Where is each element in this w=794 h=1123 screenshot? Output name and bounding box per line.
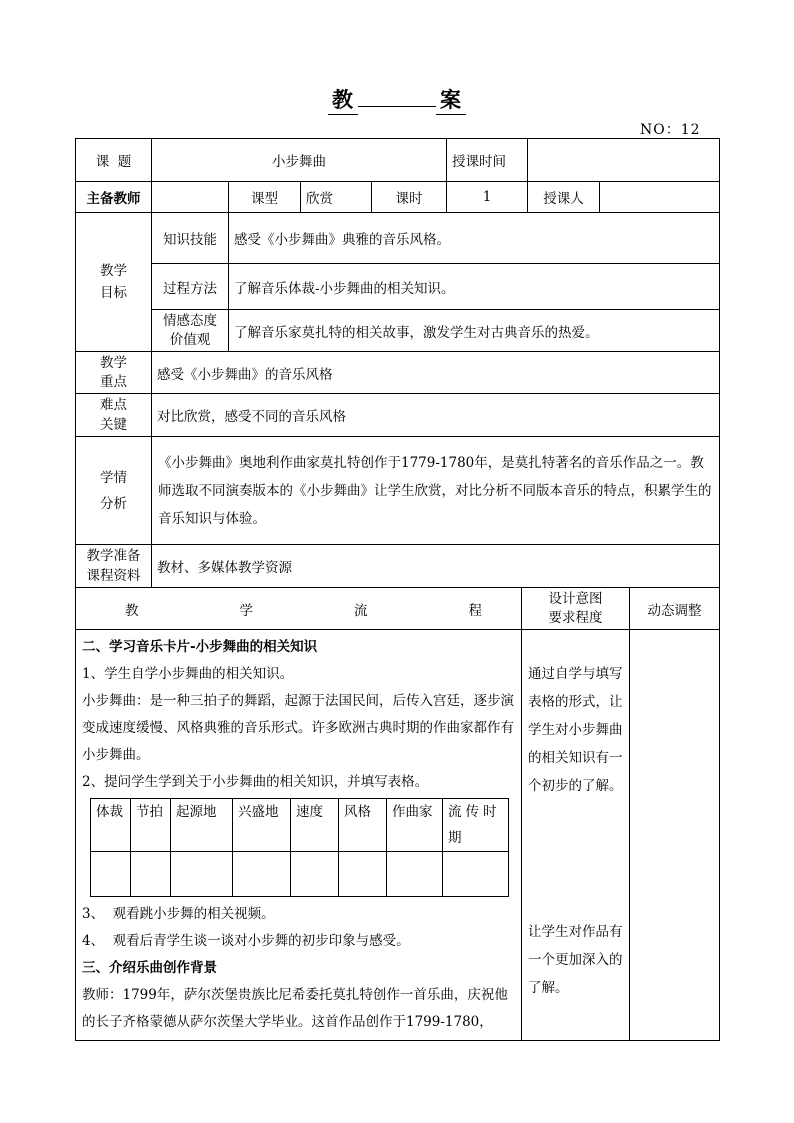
lecturer-value (600, 182, 720, 213)
design-note-2: 让学生对作品有一个更加深入的了解。 (528, 924, 623, 996)
topic-value: 小步舞曲 (152, 139, 447, 182)
design-note-1: 通过自学与填写表格的形式，让学生对小步舞曲的相关知识有一个初步的了解。 (528, 666, 623, 794)
objectives-label (76, 213, 152, 352)
knowledge-cell[interactable] (131, 852, 171, 897)
knowledge-header-composer: 作曲家 (387, 799, 443, 852)
objectives-label-text: 教学目标 (100, 263, 127, 301)
hours-label: 课时 (372, 182, 447, 213)
knowledge-header-genre-text: 体裁 (96, 804, 123, 820)
knowledge-cell[interactable] (171, 852, 233, 897)
objective-text-knowledge: 感受《小步舞曲》典雅的音乐风格。 (229, 213, 720, 264)
analysis-text: 《小步舞曲》奥地利作曲家莫扎特创作于1779-1780年，是莫扎特著名的音乐作品之一。教师选取不同演奏版本的《小步舞曲》让学生欣赏，对比分析不同版本音乐的特点，积累学生的音乐知识与体验。 (152, 437, 720, 545)
analysis-label-text: 学情分析 (100, 469, 127, 512)
page-title (0, 84, 794, 115)
prep-text: 教材、多媒体教学资源 (152, 545, 720, 588)
flow-item-3: 3、 观看跳小步舞的相关视频。 (82, 906, 275, 922)
design-header (522, 588, 630, 630)
document-number: NO：12 (640, 122, 701, 138)
difficulty-label (76, 394, 152, 437)
type-value: 欣赏 (301, 182, 372, 213)
prep-label-text: 教学准备课程资料 (86, 548, 141, 584)
objective-label-process: 过程方法 (152, 264, 229, 310)
teacher-intro: 教师：1799年，萨尔茨堡贵族比尼希委托莫扎特创作一首乐曲，庆祝他的长子齐格蒙德从萨尔茨堡大学毕业。这首作品创作于1799-1780， (82, 987, 508, 1030)
objective-label-emotion-text: 情感态度价值观 (163, 312, 217, 348)
design-notes (522, 630, 630, 1041)
knowledge-header-origin: 起源地 (171, 799, 233, 852)
focus-text: 感受《小步舞曲》的音乐风格 (152, 352, 720, 394)
teacher-label: 主备教师 (76, 182, 152, 213)
objective-label-emotion (152, 310, 229, 352)
knowledge-cell[interactable] (387, 852, 443, 897)
focus-label-text: 教学重点 (100, 354, 127, 390)
knowledge-header-meter-text: 节拍 (136, 804, 163, 820)
objective-text-process: 了解音乐体裁-小步舞曲的相关知识。 (229, 264, 720, 310)
flow-header-char-4: 程 (468, 602, 482, 619)
lesson-plan-table (75, 138, 720, 1041)
knowledge-cell[interactable] (339, 852, 387, 897)
flow-header (76, 588, 522, 630)
flow-header-char-3: 流 (354, 602, 368, 619)
knowledge-cell[interactable] (443, 852, 509, 897)
type-label: 课型 (229, 182, 301, 213)
difficulty-label-text: 难点关键 (100, 397, 127, 433)
knowledge-cell[interactable] (291, 852, 339, 897)
hours-value: 1 (447, 182, 528, 213)
knowledge-header-style: 风格 (339, 799, 387, 852)
section-2-title: 二、学习音乐卡片-小步舞曲的相关知识 (82, 639, 318, 655)
knowledge-header-genre (91, 799, 131, 852)
knowledge-cell[interactable] (91, 852, 131, 897)
knowledge-header-flourish: 兴盛地 (233, 799, 291, 852)
knowledge-table (90, 798, 509, 897)
time-value (528, 139, 720, 182)
flow-item-4: 4、 观看后青学生谈一谈对小步舞的初步印象与感受。 (82, 933, 410, 949)
knowledge-header-period: 流传时期 (443, 799, 509, 852)
lecturer-label: 授课人 (528, 182, 600, 213)
time-label: 授课时间 (447, 139, 528, 182)
knowledge-cell[interactable] (233, 852, 291, 897)
knowledge-header-meter (131, 799, 171, 852)
prep-label (76, 545, 152, 588)
flow-content (76, 630, 522, 1041)
focus-label (76, 352, 152, 394)
title-part-1: 教 (328, 84, 358, 115)
minuet-definition: 小步舞曲：是一种三拍子的舞蹈，起源于法国民间，后传入宫廷，逐步演变成速度缓慢、风格典雅的音乐形式。许多欧洲古典时期的作曲家都作有小步舞曲。 (82, 693, 514, 763)
dynamic-adjust-cell (630, 630, 720, 1041)
design-header-text: 设计意图要求程度 (548, 590, 603, 626)
flow-item-1: 1、学生自学小步舞曲的相关知识。 (82, 666, 294, 682)
topic-label: 课 题 (76, 139, 152, 182)
objective-label-knowledge: 知识技能 (152, 213, 229, 264)
flow-item-2: 2、提问学生学到关于小步舞曲的相关知识，并填写表格。 (82, 774, 429, 790)
title-underline (358, 92, 436, 107)
dynamic-header: 动态调整 (630, 588, 720, 630)
objective-text-emotion: 了解音乐家莫扎特的相关故事，激发学生对古典音乐的热爱。 (229, 310, 720, 352)
teacher-value (152, 182, 229, 213)
title-part-2: 案 (436, 84, 466, 115)
flow-header-char-1: 教 (125, 602, 139, 619)
difficulty-text: 对比欣赏，感受不同的音乐风格 (152, 394, 720, 437)
analysis-label (76, 437, 152, 545)
flow-header-char-2: 学 (239, 602, 253, 619)
knowledge-header-tempo: 速度 (291, 799, 339, 852)
section-3-title: 三、介绍乐曲创作背景 (82, 960, 217, 976)
